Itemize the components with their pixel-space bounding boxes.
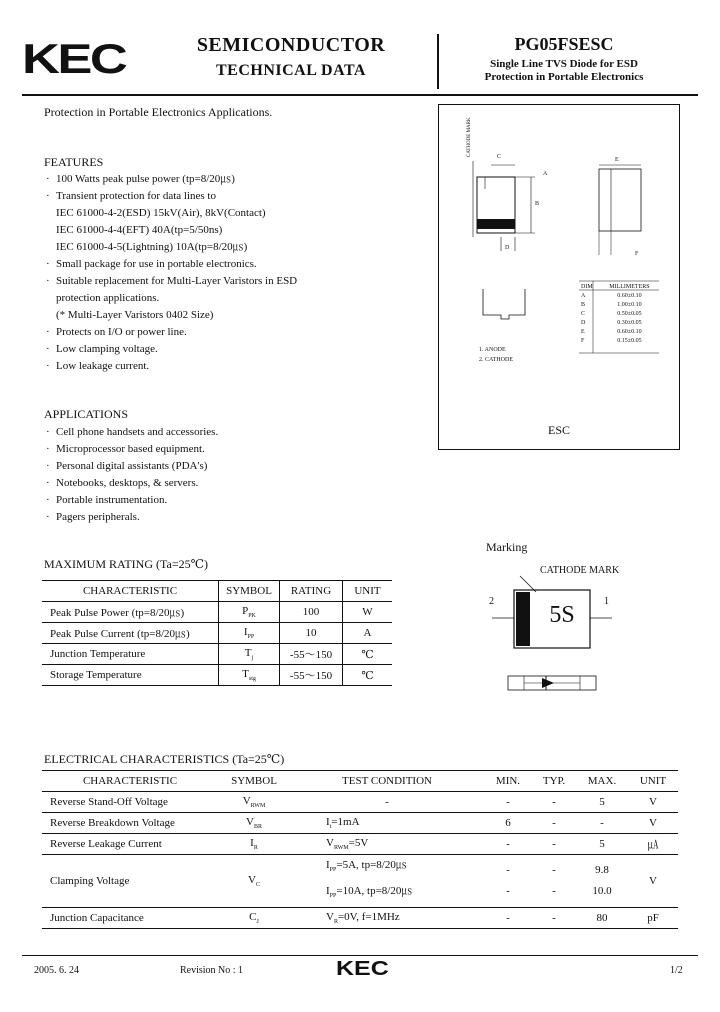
row-min: -: [484, 834, 532, 855]
feature-item: (* Multi-Layer Varistors 0402 Size): [56, 309, 214, 321]
dim-row-value: 0.60±0.10: [617, 292, 642, 299]
feature-item: IEC 61000-4-5(Lightning) 10A(tp=8/20㎲): [56, 241, 248, 253]
row-max: 80: [576, 908, 628, 929]
elec-heading: ELECTRICAL CHARACTERISTICS (Ta=25℃): [44, 752, 285, 766]
row-typ: -: [532, 908, 576, 929]
dimension-table: [579, 282, 659, 345]
applications-heading: APPLICATIONS: [44, 407, 129, 421]
table-row: [42, 644, 392, 665]
header-divider: [437, 34, 439, 89]
dim-row-value: 0.50±0.05: [617, 310, 642, 317]
dim-row-value: 0.15±0.05: [617, 337, 642, 344]
row-characteristic: Reverse Breakdown Voltage: [42, 813, 218, 834]
row-max: 5: [576, 792, 628, 813]
dim-letter-f: F: [635, 251, 639, 257]
description-line-2: Protection in Portable Electronics: [484, 71, 644, 83]
max-rating-heading: MAXIMUM RATING (Ta=25℃): [44, 557, 209, 571]
row-min: 6: [484, 813, 532, 834]
row-rating: 100: [280, 602, 343, 623]
application-item: · Notebooks, desktops, & servers.: [44, 475, 424, 492]
package-outline-drawing: [439, 105, 679, 449]
feature-item: · Low clamping voltage.: [44, 341, 424, 358]
table-row: [42, 813, 678, 834]
row-condition: $V_R=0V$, f=1MHz: [290, 908, 484, 929]
features-heading: FEATURES: [44, 155, 104, 169]
row-rating: 10: [280, 623, 343, 644]
feature-item: · Low leakage current.: [44, 358, 424, 375]
dim-row-label: B: [581, 301, 586, 308]
col-typ: TYP.: [532, 771, 576, 792]
dim-header-dim: DIM: [581, 283, 593, 290]
row-symbol: $I_R$: [218, 834, 290, 855]
dim-letter-d: D: [505, 245, 510, 251]
dim-row-label: D: [581, 319, 586, 326]
dim-row-value: 1.00±0.10: [617, 301, 642, 308]
table-row: [42, 623, 392, 644]
row-characteristic: Junction Capacitance: [42, 908, 218, 929]
feature-item: IEC 61000-4-2(ESD) 15kV(Air), 8kV(Contact): [56, 207, 266, 219]
row-min: - -: [484, 855, 532, 908]
col-test-condition: TEST CONDITION: [290, 771, 484, 792]
application-item: · Pagers peripherals.: [44, 509, 424, 526]
row-condition: $I_t=1mA$: [290, 813, 484, 834]
feature-item: protection applications.: [56, 292, 160, 304]
row-symbol: $T_{stg}$: [219, 665, 280, 686]
feature-item: · 100 Watts peak pulse power (tp=8/20㎲): [44, 171, 424, 188]
table-row: [42, 665, 392, 686]
dim-letter-c: C: [497, 154, 502, 160]
footer-rule: [22, 955, 698, 956]
dim-row-label: F: [581, 337, 585, 344]
max-rating-table: [42, 580, 392, 686]
table-row: [42, 908, 678, 929]
col-symbol: SYMBOL: [219, 581, 280, 602]
feature-item: · Small package for use in portable electronics.: [44, 256, 424, 273]
row-condition: -: [290, 792, 484, 813]
dim-row-value: 0.30±0.05: [617, 319, 642, 326]
row-unit: W: [343, 602, 393, 623]
pin-legend-anode: 1. ANODE: [479, 347, 506, 353]
application-item: · Personal digital assistants (PDA's): [44, 458, 424, 475]
row-max: -: [576, 813, 628, 834]
dim-letter-a: A: [543, 171, 548, 177]
row-unit: pF: [628, 908, 678, 929]
elec-char-table: [42, 770, 678, 929]
intro-text: Protection in Portable Electronics Applications.: [44, 105, 273, 119]
dim-row-label: A: [581, 292, 586, 299]
marking-heading: Marking: [486, 540, 528, 554]
row-min: -: [484, 908, 532, 929]
part-number: PG05FSESC: [514, 34, 614, 54]
features-list: [44, 171, 424, 375]
dim-row-label: E: [581, 328, 585, 335]
footer-date: 2005. 6. 24: [34, 965, 79, 976]
description-line-1: Single Line TVS Diode for ESD: [490, 58, 638, 70]
row-symbol: $P_{PK}$: [219, 602, 280, 623]
col-min: MIN.: [484, 771, 532, 792]
row-unit: ℃: [343, 665, 393, 686]
part-description: [440, 58, 688, 84]
row-characteristic: Reverse Leakage Current: [42, 834, 218, 855]
row-symbol: $I_{PP}$: [219, 623, 280, 644]
footer-revision: Revision No : 1: [180, 965, 244, 976]
dim-row-label: C: [581, 310, 586, 317]
application-item: · Microprocessor based equipment.: [44, 441, 424, 458]
marking-drawing: [480, 570, 630, 700]
row-max: 5: [576, 834, 628, 855]
row-unit: V: [628, 792, 678, 813]
row-characteristic: Clamping Voltage: [42, 855, 218, 908]
row-unit: V: [628, 855, 678, 908]
row-condition: $I_{PP}=5A$, tp=8/20㎲ $I_{PP}=10A$, tp=8/20㎲: [290, 855, 484, 908]
row-characteristic: Peak Pulse Current (tp=8/20㎲): [42, 623, 219, 644]
table-row: [42, 834, 678, 855]
marking-pin-right: 1: [604, 596, 609, 607]
table-row: [42, 792, 678, 813]
footer-page: 1/2: [670, 965, 683, 976]
application-item: · Cell phone handsets and accessories.: [44, 424, 424, 441]
marking-pin-left: 2: [489, 596, 494, 607]
row-characteristic: Storage Temperature: [42, 665, 219, 686]
col-rating: RATING: [280, 581, 343, 602]
row-unit: ㎂: [628, 834, 678, 855]
col-max: MAX.: [576, 771, 628, 792]
pin-legend: [479, 345, 513, 365]
col-characteristic: CHARACTERISTIC: [42, 581, 219, 602]
feature-item: · Transient protection for data lines to: [44, 188, 424, 205]
header-rule: [22, 94, 698, 96]
row-unit: ℃: [343, 644, 393, 665]
dim-header-mm: MILLIMETERS: [609, 283, 650, 290]
dim-letter-b: B: [535, 201, 540, 207]
row-unit: V: [628, 813, 678, 834]
marking-code: 5S: [549, 602, 575, 628]
col-characteristic: CHARACTERISTIC: [42, 771, 218, 792]
table-row: [42, 602, 392, 623]
cathode-mark-label: CATHODE MARK: [467, 117, 472, 157]
package-drawing-box: [438, 104, 680, 450]
feature-item: IEC 61000-4-4(EFT) 40A(tp=5/50ns): [56, 224, 223, 236]
marking-cathode-label: CATHODE MARK: [540, 565, 620, 576]
row-symbol: $C_J$: [218, 908, 290, 929]
row-symbol: $V_C$: [218, 855, 290, 908]
application-item: · Portable instrumentation.: [44, 492, 424, 509]
pin-legend-cathode: 2. CATHODE: [479, 357, 513, 363]
feature-item: · Suitable replacement for Multi-Layer Varistors in ESD: [44, 273, 424, 290]
row-typ: -: [532, 834, 576, 855]
row-rating: -55～150: [280, 665, 343, 686]
row-condition: $V_{RWM}=5V$: [290, 834, 484, 855]
feature-item: · Protects on I/O or power line.: [44, 324, 424, 341]
row-max: 9.8 10.0: [576, 855, 628, 908]
row-symbol: $T_j$: [219, 644, 280, 665]
row-symbol: $V_{RWM}$: [218, 792, 290, 813]
package-name: ESC: [547, 423, 570, 437]
dim-row-value: 0.60±0.10: [617, 328, 642, 335]
kec-logo: KEC: [22, 35, 126, 82]
row-min: -: [484, 792, 532, 813]
footer-kec-logo: KEC: [336, 958, 389, 980]
row-characteristic: Junction Temperature: [42, 644, 219, 665]
row-characteristic: Peak Pulse Power (tp=8/20㎲): [42, 602, 219, 623]
applications-list: [44, 424, 424, 526]
row-typ: -: [532, 813, 576, 834]
dim-letter-e: E: [615, 157, 619, 163]
row-typ: - -: [532, 855, 576, 908]
col-unit: UNIT: [628, 771, 678, 792]
table-row-clamping: [42, 855, 678, 908]
col-symbol: SYMBOL: [218, 771, 290, 792]
col-unit: UNIT: [343, 581, 393, 602]
technical-data-title: TECHNICAL DATA: [216, 62, 366, 79]
row-rating: -55～150: [280, 644, 343, 665]
row-typ: -: [532, 792, 576, 813]
row-unit: A: [343, 623, 393, 644]
semiconductor-title: SEMICONDUCTOR: [196, 34, 386, 56]
row-characteristic: Reverse Stand-Off Voltage: [42, 792, 218, 813]
row-symbol: $V_{BR}$: [218, 813, 290, 834]
